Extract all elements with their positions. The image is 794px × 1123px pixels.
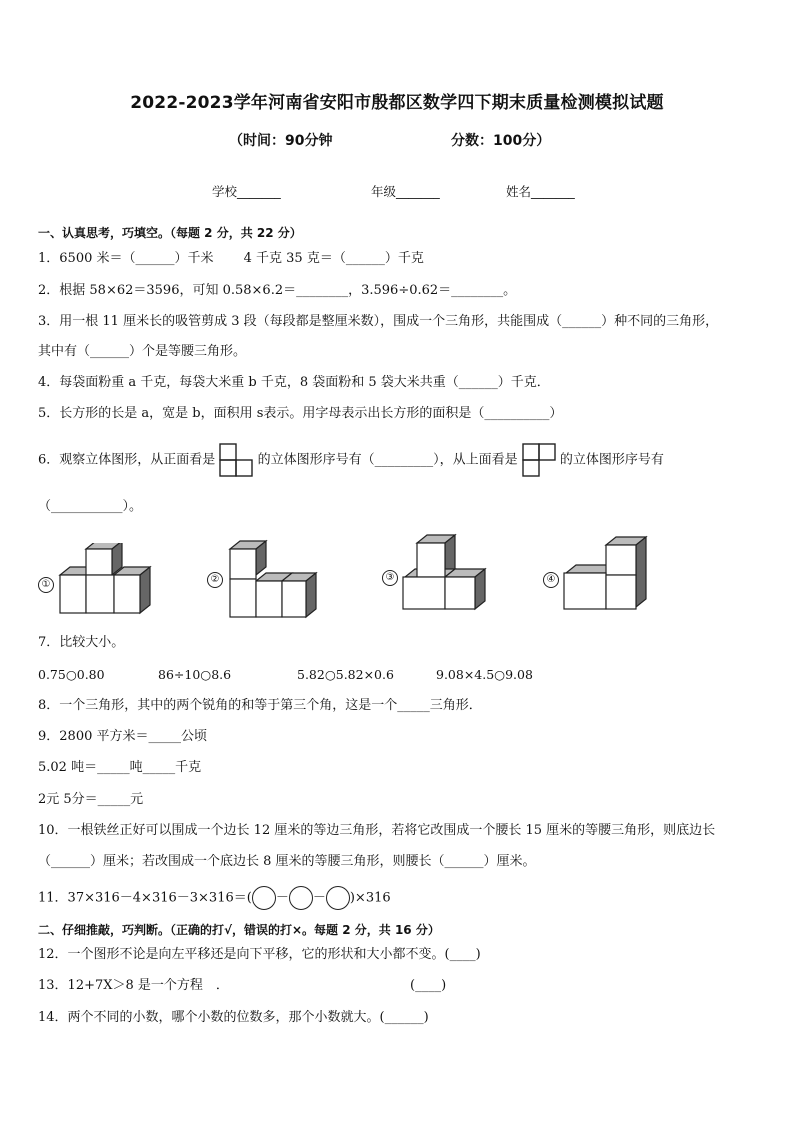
q7-item-3: 5.82○5.82×0.6: [297, 667, 394, 682]
question-9-line-3: 2元 5分＝_____元: [38, 792, 144, 807]
school-field[interactable]: 学校_______: [212, 184, 281, 199]
minus-sign-2: －: [312, 890, 326, 906]
question-6-text-a: 6．观察立体图形，从正面看是: [38, 452, 216, 468]
question-1: 1．6500 米＝（______）千米 4 千克 35 克＝（______）千克: [38, 251, 424, 266]
question-14: 14．两个不同的小数，哪个小数的位数多，那个小数就大。(______): [38, 1010, 429, 1025]
question-9-line-1: 9．2800 平方米＝_____公顷: [38, 729, 207, 744]
cube-figure-4: [562, 535, 658, 617]
question-6-line-1: [38, 443, 664, 477]
minus-sign-1: －: [275, 890, 289, 906]
question-7: 7．比较大小。: [38, 635, 125, 650]
question-4: 4．每袋面粉重 a 千克，每袋大米重 b 千克，8 袋面粉和 5 袋大米共重（______）千克．: [38, 375, 550, 390]
name-field[interactable]: 姓名_______: [506, 184, 575, 199]
answer-circle-2[interactable]: [289, 886, 313, 910]
question-6-text-c: 的立体图形序号有: [559, 452, 664, 468]
q7-item-4: 9.08×4.5○9.08: [436, 667, 533, 682]
question-2: 2．根据 58×62＝3596，可知 0.58×6.2＝________，3.596÷0.62＝________。: [38, 283, 517, 298]
q7-item-1: 0.75○0.80: [38, 667, 105, 682]
question-11: [38, 886, 391, 910]
question-11-prefix: 11．37×316－4×316－3×316＝(: [38, 890, 252, 906]
question-9-line-2: 5.02 吨＝_____吨_____千克: [38, 760, 202, 775]
question-8: 8．一个三角形，其中的两个锐角的和等于第三个角，这是一个_____三角形．: [38, 698, 482, 713]
question-6-line-2: （___________）。: [38, 499, 143, 514]
figure-4-label: ④: [543, 572, 559, 588]
section-2-heading: 二、仔细推敲，巧判断。（正确的打√，错误的打×。每题 2 分，共 16 分）: [38, 923, 440, 937]
figure-1-label: ①: [38, 577, 54, 593]
q7-item-2: 86÷10○8.6: [158, 667, 232, 682]
question-13-blank[interactable]: (____): [410, 978, 447, 993]
answer-circle-3[interactable]: [326, 886, 350, 910]
cube-figure-2: [226, 537, 326, 619]
figure-2-label: ②: [207, 572, 223, 588]
question-6-text-b: 的立体图形序号有（_________），从上面看是: [257, 452, 518, 468]
grade-field[interactable]: 年级_______: [371, 184, 440, 199]
question-11-suffix: )×316: [349, 890, 391, 906]
cube-figure-3: [401, 533, 493, 615]
figure-3-label: ③: [382, 570, 398, 586]
question-10-line-2: （______）厘米；若改围成一个底边长 8 厘米的等腰三角形，则腰长（______）厘米。: [38, 854, 536, 869]
question-3-line-1: 3．用一根 11 厘米长的吸管剪成 3 段（每段都是整厘米数），围成一个三角形，共能围成（______）种不同的三角形，: [38, 314, 719, 329]
front-view-shape-icon: [219, 443, 253, 477]
answer-circle-1[interactable]: [252, 886, 276, 910]
question-3-line-2: 其中有（______）个是等腰三角形。: [38, 344, 247, 359]
question-13: 13．12+7X＞8 是一个方程 ．: [38, 978, 229, 993]
section-1-heading: 一、认真思考，巧填空。（每题 2 分，共 22 分）: [38, 226, 302, 240]
cube-figure-1: [58, 543, 154, 615]
exam-time: （时间：90分钟: [229, 133, 333, 149]
question-5: 5．长方形的长是 a，宽是 b，面积用 s表示。用字母表示出长方形的面积是（__________）: [38, 406, 563, 421]
exam-score: 分数：100分）: [451, 133, 551, 149]
page-title: 2022-2023学年河南省安阳市殷都区数学四下期末质量检测模拟试题: [130, 93, 664, 113]
question-10-line-1: 10．一根铁丝正好可以围成一个边长 12 厘米的等边三角形，若将它改围成一个腰长 15 厘米的等腰三角形，则底边长: [38, 823, 716, 838]
question-12: 12．一个图形不论是向左平移还是向下平移，它的形状和大小都不变。(____): [38, 947, 481, 962]
top-view-shape-icon: [522, 443, 556, 477]
cube-figures: [0, 525, 794, 625]
